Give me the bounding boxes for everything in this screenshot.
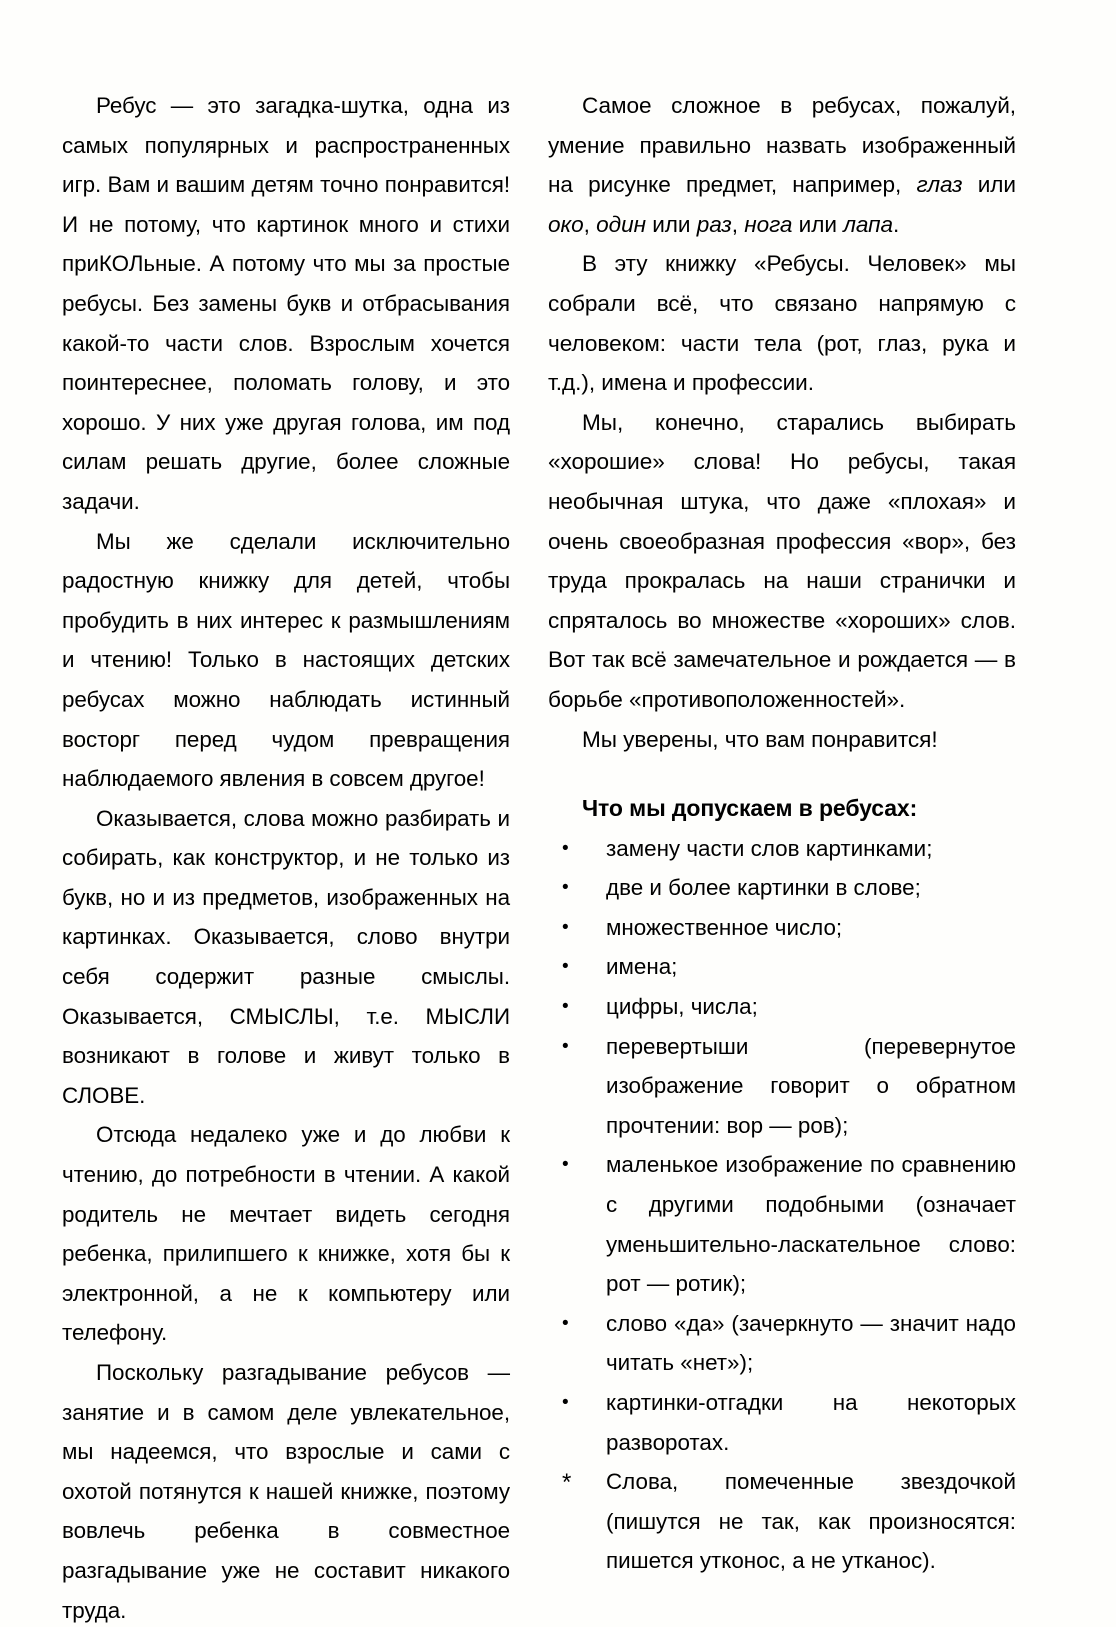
paragraph-text: или xyxy=(792,211,844,237)
paragraph: Ребус — это загадка-шутка, одна из самых популярных и распространенных игр. Вам и вашим детям точно понравится! И не потому, что картинок много и стихи приКОЛьные. А потому что мы за простые ребусы. Без замены букв и отбрасывания какой-то части слов. Взрослым хочется поинтереснее, поломать голову, и это хорошо. У них уже другая голова, им под силам решать другие, более сложные задачи. xyxy=(62,93,510,514)
paragraph-with-italic-examples xyxy=(548,86,1016,244)
two-column-text-body xyxy=(62,86,1054,1630)
paragraph: Мы, конечно, старались выбирать «хорошие» слова! Но ребусы, такая необычная штука, что даже «плохая» и очень своеобразная профессия «вор», без труда прокралась на наши странички и спряталось во множестве «хороших» слов. Вот так всё замечательное и рождается — в борьбе «противоположенностей». xyxy=(548,409,1016,712)
list-item-text: множественное число; xyxy=(606,914,843,940)
paragraph: Отсюда недалеко уже и до любви к чтению, до потребности в чтении. А какой родитель не мечтает видеть сегодня ребенка, прилипшего к книжке, хотя бы к электронной, а не к компьютеру или телефону. xyxy=(62,1122,510,1346)
list-item-text: маленькое изображение по сравнению с другими подобными (означает уменьшительно-ласкательное слово: рот — ротик); xyxy=(606,1152,1016,1297)
list-item-text: Слова, помеченные звездочкой (пишутся не так, как произносятся: пишется утконос, а не утканос). xyxy=(606,1469,1016,1574)
heading-spacer xyxy=(548,759,1016,789)
paragraph: Оказывается, слова можно разбирать и собирать, как конструктор, и не только из букв, но и из предметов, изображенных на картинках. Оказывается, слово внутри себя содержит разные смыслы. Оказывается, СМЫСЛЫ, т.е. МЫСЛИ возникают в голове и живут только в СЛОВЕ. xyxy=(62,805,510,1108)
list-item-text: картинки-отгадки на некоторых разворотах. xyxy=(606,1390,1016,1455)
list-item-text: замену части слов картинками; xyxy=(606,835,933,861)
paragraph: Мы уверены, что вам понравится! xyxy=(582,726,938,752)
bullet-dot-icon: • xyxy=(562,837,569,859)
bullet-dot-icon: • xyxy=(562,916,569,938)
asterisk-icon: * xyxy=(562,1469,572,1497)
italic-word-oko: око xyxy=(548,211,584,237)
italic-word-glaz: глаз xyxy=(916,172,963,198)
list-item xyxy=(548,908,1016,948)
bullet-dot-icon: • xyxy=(562,877,569,899)
list-item-text: перевертыши (перевернутое изображение говорит о обратном прочтении: вор — ров); xyxy=(606,1033,1016,1138)
list-item xyxy=(548,947,1016,987)
rules-list-heading: Что мы допускаем в ребусах: xyxy=(582,795,918,822)
paragraph-text: или xyxy=(645,211,697,237)
paragraph-text: Самое сложное в ребусах, пожалуй, умение правильно назвать изображенный на рисунке предмет, например, xyxy=(548,93,1016,198)
list-item xyxy=(548,1145,1016,1303)
list-item-footnote xyxy=(548,1462,1016,1581)
list-item-text: две и более картинки в слове; xyxy=(606,875,921,901)
paragraph: Мы же сделали исключительно радостную книжку для детей, чтобы пробудить в них интерес к размышлениям и чтению! Только в настоящих детских ребусах можно наблюдать истинный восторг перед чудом превращения наблюдаемого явления в совсем другое! xyxy=(62,528,510,792)
paragraph-text: или xyxy=(962,172,1016,198)
paragraph: В эту книжку «Ребусы. Человек» мы собрали всё, что связано напрямую с человеком: части тела (рот, глаз, рука и т.д.), имена и профессии. xyxy=(548,251,1016,396)
bullet-dot-icon: • xyxy=(562,1154,569,1176)
right-text-column xyxy=(548,86,1016,1581)
paragraph-text: , xyxy=(731,211,745,237)
list-item-text: слово «да» (зачеркнуто — значит надо читать «нет»); xyxy=(606,1310,1016,1376)
bullet-dot-icon: • xyxy=(562,1392,569,1413)
list-item xyxy=(548,868,1016,908)
bullet-dot-icon: • xyxy=(562,1312,569,1334)
italic-word-noga: нога xyxy=(744,211,793,237)
list-item-text: имена; xyxy=(606,954,678,980)
list-item xyxy=(548,987,1016,1027)
paragraph-text: , xyxy=(583,211,597,237)
paragraph-text: . xyxy=(893,211,900,237)
list-item xyxy=(548,1383,1016,1462)
list-item xyxy=(548,1027,1016,1146)
paragraph: Поскольку разгадывание ребусов — занятие и в самом деле увлекательное, мы надеемся, что взрослые и сами с охотой потянутся к нашей книжке, поэтому вовлечь ребенка в совместное разгадывание уже не составит никакого труда. xyxy=(62,1360,510,1623)
rules-list xyxy=(548,829,1016,1581)
italic-word-raz: раз xyxy=(696,211,732,237)
left-text-column xyxy=(62,86,510,1630)
italic-word-lapa: лапа xyxy=(843,211,894,237)
bullet-dot-icon: • xyxy=(562,1035,569,1057)
italic-word-odin: один xyxy=(596,211,646,237)
bullet-dot-icon: • xyxy=(562,956,569,978)
list-item-text: цифры, числа; xyxy=(606,994,758,1020)
bullet-dot-icon: • xyxy=(562,996,569,1018)
list-item xyxy=(548,1304,1016,1383)
list-item xyxy=(548,829,1016,869)
